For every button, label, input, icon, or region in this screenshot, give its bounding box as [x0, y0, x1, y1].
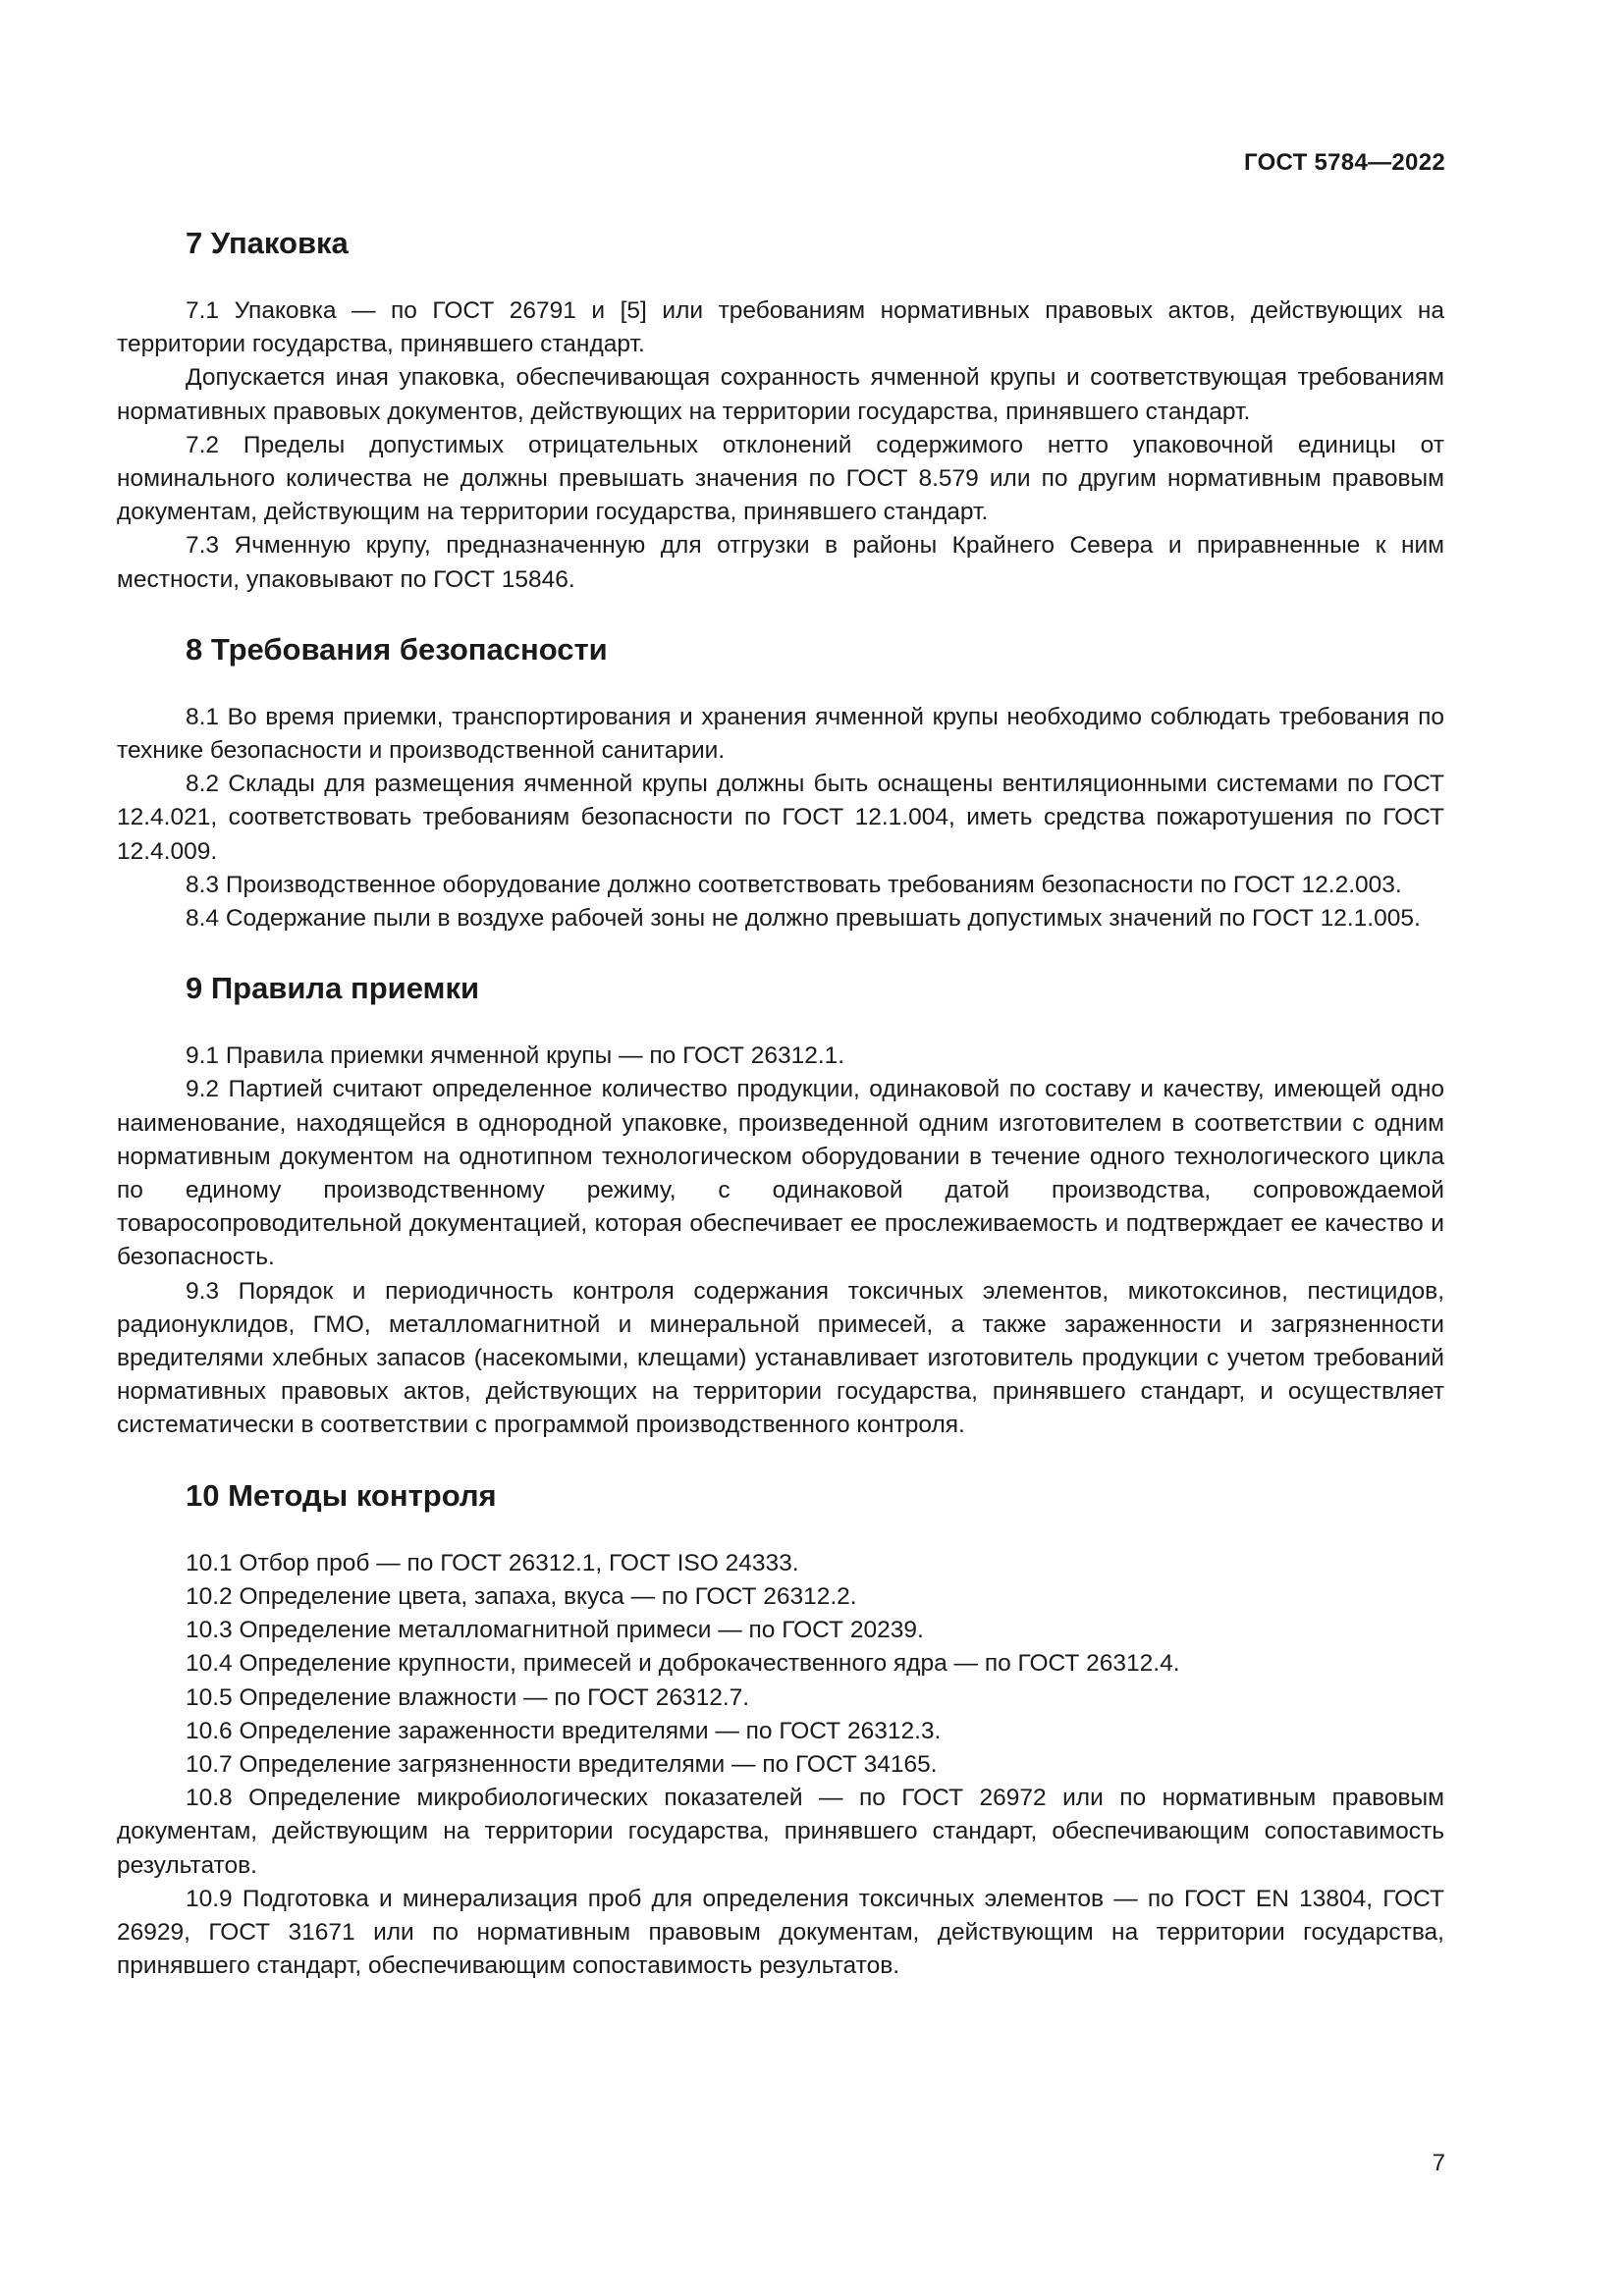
paragraph: 7.1 Упаковка — по ГОСТ 26791 и [5] или требованиям нормативных правовых актов, действующих на территории государства, принявшего стандарт. — [117, 297, 1444, 358]
section-packaging — [117, 224, 1444, 597]
paragraph: 8.1 Во время приемки, транспортирования и хранения ячменной крупы необходимо соблюдать требования по технике безопасности и производственной санитарии. — [117, 703, 1444, 765]
paragraph: 10.2 Определение цвета, запаха, вкуса — по ГОСТ 26312.2. — [186, 1582, 857, 1610]
paragraph: 10.8 Определение микробиологических показателей — по ГОСТ 26972 или по нормативным правовым документам, действующим на территории государства, принявшего стандарт, обеспечивающим сопоставимость результатов. — [117, 1785, 1444, 1879]
paragraph: 8.4 Содержание пыли в воздухе рабочей зоны не должно превышать допустимых значений по ГОСТ 12.1.005. — [186, 905, 1421, 933]
paragraph: 10.9 Подготовка и минерализация проб для определения токсичных элементов — по ГОСТ EN 13804, ГОСТ 26929, ГОСТ 31671 или по нормативным правовым документам, действующим на территории государства, принявшего стандарт, обеспечивающим сопоставимость результатов. — [117, 1885, 1444, 1980]
document-header: ГОСТ 5784—2022 — [1243, 149, 1445, 176]
document-body — [117, 224, 1444, 1983]
paragraph: 10.7 Определение загрязненности вредителями — по ГОСТ 34165. — [186, 1750, 938, 1778]
paragraph: 7.2 Пределы допустимых отрицательных отклонений содержимого нетто упаковочной единицы от номинального количества не должны превышать значения по ГОСТ 8.579 или по другим нормативным правовым документам, действующим на территории государства, принявшего стандарт. — [117, 431, 1444, 526]
section-title: 7 Упаковка — [186, 226, 349, 260]
paragraph: 10.1 Отбор проб — по ГОСТ 26312.1, ГОСТ ISO 24333. — [186, 1549, 799, 1576]
paragraph: 10.5 Определение влажности — по ГОСТ 26312.7. — [186, 1683, 750, 1711]
paragraph: 10.6 Определение зараженности вредителями — по ГОСТ 26312.3. — [186, 1717, 942, 1744]
section-test-methods — [117, 1476, 1444, 1984]
paragraph: 10.3 Определение металломагнитной примеси — по ГОСТ 20239. — [186, 1617, 924, 1644]
paragraph: Допускается иная упаковка, обеспечивающая сохранность ячменной крупы и соответствующая требованиям нормативных правовых документов, действующих на территории государства, принявшего стандарт. — [117, 364, 1444, 425]
section-title: 9 Правила приемки — [186, 971, 480, 1006]
paragraph: 9.1 Правила приемки ячменной крупы — по ГОСТ 26312.1. — [186, 1042, 845, 1070]
section-title: 8 Требования безопасности — [186, 631, 608, 667]
paragraph: 10.4 Определение крупности, примесей и доброкачественного ядра — по ГОСТ 26312.4. — [186, 1650, 1180, 1678]
section-acceptance — [117, 969, 1444, 1442]
paragraph: 9.3 Порядок и периодичность контроля содержания токсичных элементов, микотоксинов, пестицидов, радионуклидов, ГМО, металломагнитной и минеральной примесей, а также зараженности и загрязненности вредителями хлебных запасов (насекомыми, клещами) устанавливает изготовитель продукции с учетом требований нормативных правовых актов, действующих на территории государства, принявшего стандарт, и осуществляет систематически в соответствии с программой производственного контроля. — [117, 1277, 1444, 1439]
paragraph: 7.3 Ячменную крупу, предназначенную для отгрузки в районы Крайнего Севера и приравненные к ним местности, упаковывают по ГОСТ 15846. — [117, 532, 1444, 593]
paragraph: 8.3 Производственное оборудование должно соответствовать требованиям безопасности по ГОСТ 12.2.003. — [186, 871, 1402, 898]
section-title: 10 Методы контроля — [186, 1477, 497, 1513]
paragraph: 8.2 Склады для размещения ячменной крупы должны быть оснащены вентиляционными системами по ГОСТ 12.4.021, соответствовать требованиям безопасности по ГОСТ 12.1.004, иметь средства пожаротушения по ГОСТ 12.4.009. — [117, 771, 1444, 865]
section-safety — [117, 630, 1444, 935]
paragraph: 9.2 Партией считают определенное количество продукции, одинаковой по составу и качеству, имеющей одно наименование, находящейся в однородной упаковке, произведенной одним изготовителем в соответствии с одним нормативным документом на однотипном технологическом оборудовании в течение одного технологического цикла по единому производственному режиму, с одинаковой датой производства, сопровождаемой товаросопроводительной документацией, которая обеспечивает ее прослеживаемость и подтверждает ее качество и безопасность. — [117, 1076, 1444, 1271]
page-number: 7 — [1432, 2150, 1445, 2176]
